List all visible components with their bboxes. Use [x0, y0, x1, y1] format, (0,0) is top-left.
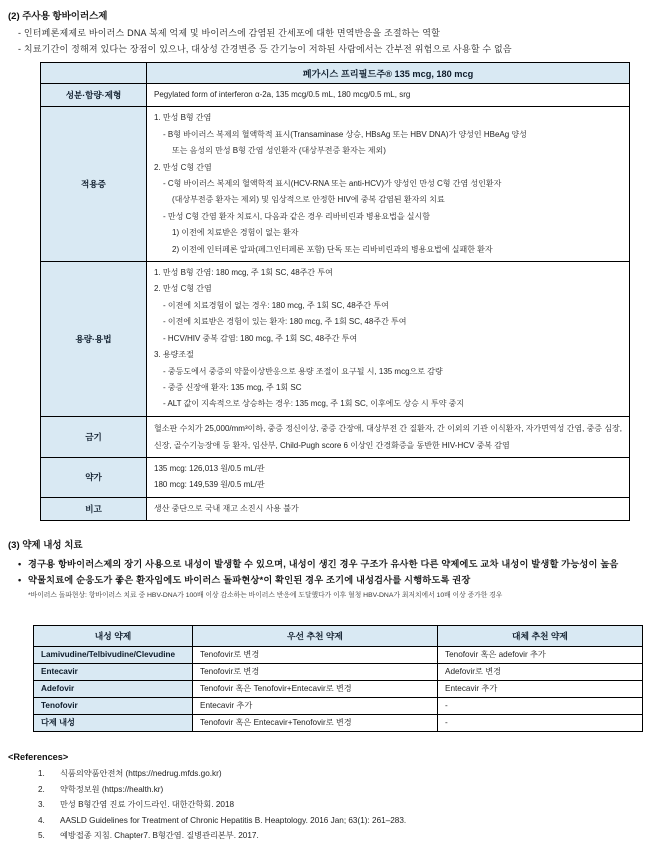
- drug-table-row: [41, 497, 630, 520]
- cell-line: - 중등도에서 중증의 약물이상반응으로 용량 조절이 요구될 시, 135 mcg으로 감량: [163, 366, 443, 376]
- row-content: [147, 416, 630, 457]
- reference-text: 만성 B형간염 진료 가이드라인. 대한간학회. 2018: [60, 800, 235, 810]
- resistance-row: [34, 646, 643, 663]
- bullet-item: [18, 572, 646, 588]
- resistance-header-row: [34, 625, 643, 646]
- drug-info-table: [40, 62, 630, 521]
- row-label: 용량·용법: [41, 262, 147, 417]
- column-header: 대체 추천 약제: [438, 625, 643, 646]
- drug-table-row: [41, 84, 630, 107]
- reference-number: 1.: [38, 768, 45, 778]
- section3-title: (3) 약제 내성 치료: [8, 539, 83, 551]
- cell-line: Pegylated form of interferon α-2a, 135 mcg/0.5 mL, 180 mcg/0.5 mL, srg: [154, 90, 411, 99]
- alternative-cell: Adefovir로 변경: [438, 663, 643, 680]
- first-choice-cell: Tenofovir 혹은 Entecavir+Tenofovir로 변경: [193, 714, 438, 731]
- cell-line: 또는 음성의 만성 B형 간염 성인환자 (대상부전증 환자는 제외): [172, 146, 386, 156]
- first-choice-cell: Tenofovir 혹은 Tenofovir+Entecavir로 변경: [193, 680, 438, 697]
- cell-line: - 이전에 치료경험이 없는 경우: 180 mcg, 주 1회 SC, 48주간 투여: [163, 300, 389, 310]
- cell-line: - 중증 신장애 환자: 135 mcg, 주 1회 SC: [163, 382, 302, 392]
- section2-line: - 인터페론제제로 바이러스 DNA 복제 억제 및 바이러스에 감염된 간세포에 대한 면역반응을 조절하는 역할: [18, 28, 441, 38]
- first-choice-cell: Tenofovir로 변경: [193, 663, 438, 680]
- reference-item: [38, 782, 646, 798]
- column-header: 내성 약제: [34, 625, 193, 646]
- drug-table-row: [41, 416, 630, 457]
- row-label: 적용증: [41, 107, 147, 262]
- section2-body: [18, 25, 646, 57]
- row-label: 성분·함량·제형: [41, 84, 147, 107]
- row-content: [147, 457, 630, 497]
- references-section: [8, 752, 646, 844]
- bullet-item: [18, 556, 646, 572]
- alternative-cell: Entecavir 추가: [438, 680, 643, 697]
- cell-line: 3. 용량조절: [154, 350, 194, 360]
- row-label: 비고: [41, 497, 147, 520]
- alternative-cell: -: [438, 714, 643, 731]
- cell-line: 1. 만성 B형 간염: [154, 113, 212, 123]
- resistant-drug-cell: Adefovir: [34, 680, 193, 697]
- resistant-drug-cell: Tenofovir: [34, 697, 193, 714]
- alternative-cell: -: [438, 697, 643, 714]
- drug-table-row: [41, 457, 630, 497]
- cell-line: 생산 중단으로 국내 재고 소진시 사용 불가: [154, 503, 299, 513]
- column-header: 우선 추천 약제: [193, 625, 438, 646]
- alternative-cell: Tenofovir 혹은 adefovir 추가: [438, 646, 643, 663]
- reference-text: AASLD Guidelines for Treatment of Chronic Hepatitis B. Heaptology. 2016 Jan; 63(1): 261–283.: [60, 815, 407, 825]
- section2-title: (2) 주사용 항바이러스제: [8, 11, 108, 22]
- reference-text: 식품의약품안전처 (https://nedrug.mfds.go.kr): [60, 768, 222, 778]
- row-content: [147, 262, 630, 417]
- resistance-row: [34, 663, 643, 680]
- cell-line: 2. 만성 C형 간염: [154, 162, 212, 172]
- reference-item: [38, 766, 646, 782]
- reference-number: 2.: [38, 784, 45, 794]
- resistance-table: [33, 625, 643, 732]
- section3: [8, 539, 646, 601]
- cell-line: - B형 바이러스 복제의 혈액학적 표시(Transaminase 상승, HBsAg 또는 HBV DNA)가 양성인 HBeAg 양성: [163, 129, 527, 139]
- row-label: 금기: [41, 416, 147, 457]
- reference-item: [38, 797, 646, 813]
- cell-line: 2. 만성 C형 간염: [154, 284, 212, 294]
- cell-line: - 만성 C형 간염 환자 치료시, 다음과 같은 경우 리바비린과 병용요법을 실시함: [163, 211, 430, 221]
- resistance-row: [34, 680, 643, 697]
- cell-line: 혈소판 수치가 25,000/mm³이하, 중증 정신이상, 중증 간장애, 대상부전 간 질환자, 간 이외의 기관 이식환자, 자가면역성 간염, 중증 심장, 신장, 골수기능장애 등 환자, 임산부, Child-Pugh score 6 이상인 간경화증을 동반한 HIV-HCV 중복 감염: [154, 423, 622, 450]
- resistant-drug-cell: Lamivudine/Telbivudine/Clevudine: [34, 646, 193, 663]
- row-content: [147, 84, 630, 107]
- references-title: <References>: [8, 751, 69, 762]
- cell-line: 1. 만성 B형 간염: 180 mcg, 주 1회 SC, 48주간 투여: [154, 268, 333, 278]
- bullet-icon: •: [18, 574, 22, 585]
- resistance-row: [34, 714, 643, 731]
- bullet-text: 경구용 항바이러스제의 장기 사용으로 내성이 발생할 수 있으며, 내성이 생긴 경우 구조가 유사한 다른 약제에도 교차 내성이 발생할 가능성이 높음: [28, 558, 619, 569]
- row-content: [147, 497, 630, 520]
- reference-number: 3.: [38, 800, 45, 810]
- bullet-text: 약물치료에 순응도가 좋은 환자임에도 바이러스 돌파현상*이 확인된 경우 조기에 내성검사를 시행하도록 권장: [28, 574, 471, 585]
- reference-text: 약학정보원 (https://health.kr): [60, 784, 164, 794]
- reference-text: 예방접종 지침. Chapter7. B형간염. 질병관리본부. 2017.: [60, 831, 259, 841]
- drug-table-row: [41, 107, 630, 262]
- reference-number: 4.: [38, 815, 45, 825]
- drug-title: 페가시스 프리필드주® 135 mcg, 180 mcg: [147, 63, 630, 84]
- cell-line: - C형 바이러스 복제의 혈액학적 표시(HCV-RNA 또는 anti-HCV)가 양성인 만성 C형 간염 성인환자: [163, 179, 502, 189]
- cell-line: - 이전에 치료받은 경험이 있는 환자: 180 mcg, 주 1회 SC, 48주간 투여: [163, 317, 407, 327]
- cell-line: 1) 이전에 치료받은 경험이 없는 환자: [172, 228, 299, 238]
- virus-breakthrough-footnote: *바이러스 돌파현상: 항바이러스 치료 중 HBV-DNA가 100배 이상 감소하는 바이러스 반응에 도달했다가 이후 혈청 HBV-DNA가 최저치에서 10배 이상 증가한 경우: [28, 591, 503, 599]
- first-choice-cell: Entecavir 추가: [193, 697, 438, 714]
- cell-line: 135 mcg: 126,013 원/0.5 mL/관: [154, 463, 265, 473]
- drug-table-row: [41, 262, 630, 417]
- reference-item: [38, 813, 646, 829]
- section2-line: - 치료기간이 정해져 있다는 장점이 있으나, 대상성 간경변증 등 간기능이 저하된 사람에서는 간부전 위험으로 사용할 수 없음: [18, 44, 512, 54]
- reference-item: [38, 828, 646, 844]
- cell-line: - ALT 값이 지속적으로 상승하는 경우: 135 mcg, 주 1회 SC, 이후에도 상승 시 투약 중지: [163, 399, 465, 409]
- resistance-row: [34, 697, 643, 714]
- cell-line: - HCV/HIV 중복 감염: 180 mcg, 주 1회 SC, 48주간 투여: [163, 333, 358, 343]
- resistant-drug-cell: 다제 내성: [34, 714, 193, 731]
- row-label: 약가: [41, 457, 147, 497]
- cell-line: 2) 이전에 인터페론 알파(페그인터페론 포함) 단독 또는 리바비린과의 병용요법에 실패한 환자: [172, 244, 493, 254]
- drug-table-corner-cell: [41, 63, 147, 84]
- cell-line: 180 mcg: 149,539 원/0.5 mL/관: [154, 480, 265, 490]
- reference-number: 5.: [38, 831, 45, 841]
- bullet-icon: •: [18, 558, 22, 569]
- drug-table-header-row: [41, 63, 630, 84]
- cell-line: (대상부전증 환자는 제외) 및 임상적으로 안정한 HIV에 중복 감염된 환자의 치료: [172, 195, 445, 205]
- first-choice-cell: Tenofovir로 변경: [193, 646, 438, 663]
- row-content: [147, 107, 630, 262]
- resistant-drug-cell: Entecavir: [34, 663, 193, 680]
